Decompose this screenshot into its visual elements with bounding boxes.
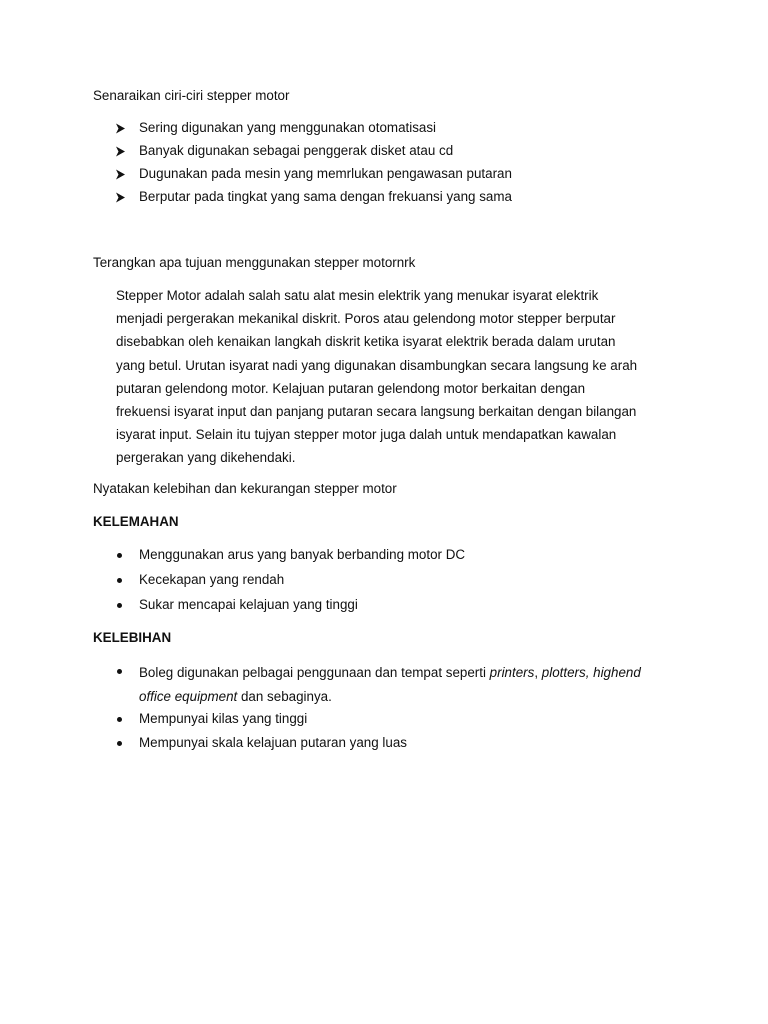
list-item-text: Mempunyai kilas yang tinggi bbox=[139, 711, 308, 726]
list-item-text: Sering digunakan yang menggunakan otomatisasi bbox=[139, 120, 437, 135]
italic-text: plotters, highend bbox=[541, 665, 641, 680]
italic-text: office equipment bbox=[139, 689, 238, 704]
arrowhead-bullet-icon bbox=[115, 142, 131, 157]
list-item-text: Kecekapan yang rendah bbox=[139, 572, 285, 587]
explanation-paragraph bbox=[116, 284, 676, 470]
list-item-text: Banyak digunakan sebagai penggerak disket atau cd bbox=[139, 143, 454, 158]
round-bullet-icon bbox=[117, 578, 122, 583]
question-characteristics: Senaraikan ciri-ciri stepper motor bbox=[93, 88, 290, 103]
arrowhead-bullet-icon bbox=[115, 165, 131, 180]
arrowhead-bullet-icon bbox=[115, 119, 131, 134]
round-bullet-icon bbox=[117, 669, 122, 674]
round-bullet-icon bbox=[117, 603, 122, 608]
list-item bbox=[115, 661, 715, 709]
paragraph-line: menjadi pergerakan mekanikal diskrit. Poros atau gelendong motor stepper berputar bbox=[116, 311, 616, 327]
round-bullet-icon bbox=[117, 717, 122, 722]
round-bullet-icon bbox=[117, 741, 122, 746]
question-pros-cons: Nyatakan kelebihan dan kekurangan stepper motor bbox=[93, 481, 397, 496]
list-item-text: Sukar mencapai kelajuan yang tinggi bbox=[139, 597, 358, 612]
weaknesses-heading: KELEMAHAN bbox=[93, 514, 179, 529]
list-item-text: Dugunakan pada mesin yang memrlukan pengawasan putaran bbox=[139, 166, 512, 181]
paragraph-line: disebabkan oleh kenaikan langkah diskrit ketika isyarat elektrik berada dalam urutan bbox=[116, 334, 616, 350]
paragraph-line: frekuensi isyarat input dan panjang putaran secara langsung berkaitan dengan bilangan bbox=[116, 404, 637, 420]
paragraph-line: yang betul. Urutan isyarat nadi yang digunakan disambungkan secara langsung ke arah bbox=[116, 357, 638, 373]
paragraph-line: isyarat input. Selain itu tujyan stepper motor juga dalah untuk mendapatkan kawalan bbox=[116, 427, 617, 443]
round-bullet-icon bbox=[117, 553, 122, 558]
list-item-text: Mempunyai skala kelajuan putaran yang luas bbox=[139, 735, 407, 750]
italic-text: printers bbox=[489, 665, 535, 680]
paragraph-line: putaran gelendong motor. Kelajuan putaran gelendong motor berkaitan dengan bbox=[116, 380, 586, 396]
paragraph-line: Stepper Motor adalah salah satu alat mesin elektrik yang menukar isyarat elektrik bbox=[116, 288, 599, 303]
arrowhead-bullet-icon bbox=[115, 188, 131, 203]
paragraph-line: pergerakan yang dikehendaki. bbox=[116, 450, 296, 466]
list-item-text: Boleg digunakan pelbagai penggunaan dan tempat seperti printers, plotters, highend office equipment dan sebaginya. bbox=[139, 665, 641, 704]
list-item-text: Menggunakan arus yang banyak berbanding motor DC bbox=[139, 547, 466, 562]
list-item-text: Berputar pada tingkat yang sama dengan frekuansi yang sama bbox=[139, 189, 512, 204]
question-purpose: Terangkan apa tujuan menggunakan stepper motornrk bbox=[93, 255, 416, 270]
advantages-heading: KELEBIHAN bbox=[93, 630, 172, 645]
